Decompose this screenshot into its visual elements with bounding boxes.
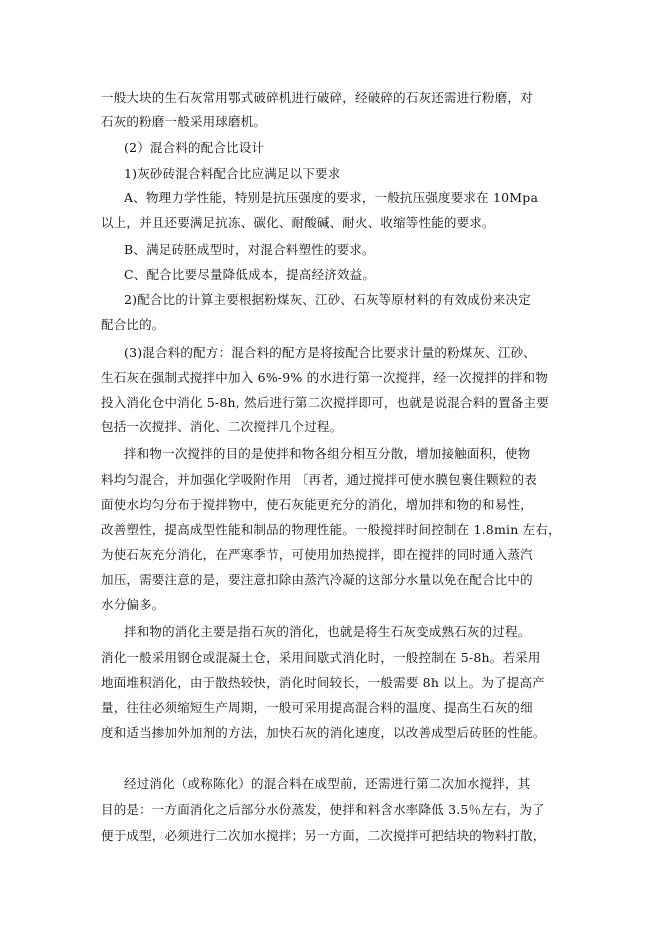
text-line: (3)混合料的配方：混合料的配方是将按配合比要求计量的粉煤灰、江砂、 <box>124 345 537 360</box>
subsection-heading: 1)灰砂砖混合料配合比应满足以下要求 <box>124 166 341 181</box>
text-line: 量，往往必须缩短生产周期，一般可采用提高混合料的温度、提高生石灰的细 <box>101 700 533 715</box>
text-line: 消化一般采用钢仓或混凝土仓，采用间歇式消化时，一般控制在 5-8h。若采用 <box>101 650 541 665</box>
text-line: 配合比的。 <box>101 317 165 332</box>
text-line: 改善塑性，提高成型性能和制品的物理性能。一般搅拌时间控制在 1.8min 左右， <box>101 522 561 537</box>
text-line: 目的是：一方面消化之后部分水份蒸发，使拌和料含水率降低 3.5％左右，为了 <box>101 802 545 817</box>
text-line: C、配合比要尽量降低成本，提高经济效益。 <box>124 267 376 282</box>
text-line: 面使水均匀分布于搅拌物中，使石灰能更充分的消化，增加拌和物的和易性， <box>101 497 533 512</box>
text-line: 料均匀混合，并加强化学吸附作用 〔再者，通过搅拌可使水膜包裹住颗粒的表 <box>101 472 537 487</box>
text-line: 拌和物一次搅拌的目的是使拌和物各组分相互分散，增加接触面积，使物 <box>124 446 531 461</box>
text-line: 包括一次搅拌、消化、二次搅拌几个过程。 <box>101 419 343 434</box>
text-line: 为使石灰充分消化，在严寒季节，可使用加热搅拌，即在搅拌的同时通入蒸汽 <box>101 547 533 562</box>
section-heading: (2）混合料的配合比设计 <box>124 140 265 155</box>
text-line: A、物理力学性能，特别是抗压强度的要求，一般抗压强度要求在 10Mpa <box>124 190 539 205</box>
text-line: 度和适当掺加外加剂的方法，加快石灰的消化速度，以改善成型后砖胚的性能。 <box>101 725 546 740</box>
text-line: 加压，需要注意的是，要注意扣除由蒸汽冷凝的这部分水量以免在配合比中的 <box>101 572 533 587</box>
text-line: 地面堆积消化，由于散热较快，消化时间较长，一般需要 8h 以上。为了提高产 <box>101 675 545 690</box>
text-line: B、满足砖胚成型时，对混合料塑性的要求。 <box>124 242 375 257</box>
text-line: 拌和物的消化主要是指石灰的消化，也就是将生石灰变成熟石灰的过程。 <box>124 624 531 639</box>
text-line: 投入消化仓中消化 5-8h, 然后进行第二次搅拌即可，也就是说混合料的置备主要 <box>101 395 549 410</box>
text-line: 2)配合比的计算主要根据粉煤灰、江砂、石灰等原材料的有效成份来决定 <box>124 292 531 307</box>
text-line: 经过消化（或称陈化）的混合料在成型前，还需进行第二次加水搅拌，其 <box>124 776 531 791</box>
text-line: 石灰的粉磨一般采用球磨机。 <box>101 114 267 129</box>
text-line: 便于成型，必须进行二次加水搅拌；另一方面，二次搅拌可把结块的物料打散， <box>101 828 546 843</box>
text-line: 生石灰在强制式搅拌中加入 6%-9% 的水进行第一次搅拌，经一次搅拌的拌和物 <box>101 370 548 385</box>
text-line: 以上，并且还要满足抗冻、碳化、耐酸碱、耐火、收缩等性能的要求。 <box>101 215 495 230</box>
text-line: 水分偏多。 <box>101 597 165 612</box>
text-line: 一般大块的生石灰常用鄂式破碎机进行破碎，经破碎的石灰还需进行粉磨，对 <box>101 90 533 105</box>
